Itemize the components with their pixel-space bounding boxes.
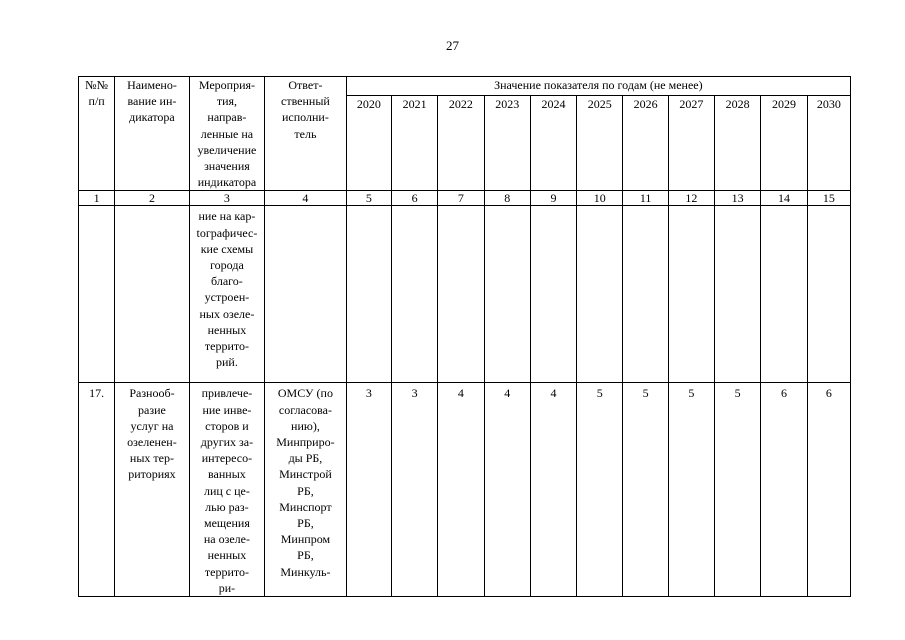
column-number: 12	[668, 191, 714, 206]
cell-value: 6	[761, 383, 807, 597]
cell-value	[715, 206, 761, 383]
cell-value	[577, 206, 623, 383]
header-year: 2028	[715, 96, 761, 191]
header-year: 2029	[761, 96, 807, 191]
header-year: 2024	[530, 96, 576, 191]
cell-num: 17.	[79, 383, 115, 597]
cell-indicator-name	[115, 206, 189, 383]
cell-value	[530, 206, 576, 383]
cell-measures: привлече- ние инве- сторов и других за- интересо- ванных лиц с це- лью раз- мещения на озеле- ненных террито- ри-	[189, 383, 264, 597]
header-measures: Мероприя- тия, направ- ленные на увеличение значения индикатора	[189, 77, 264, 191]
column-number: 5	[346, 191, 391, 206]
cell-value	[484, 206, 530, 383]
header-indicator-name: Наимено- вание ин- дикатора	[115, 77, 189, 191]
cell-value: 5	[715, 383, 761, 597]
header-responsible: Ответ- ственный исполни- тель	[265, 77, 347, 191]
cell-responsible: ОМСУ (по согласова- нию), Минприро- ды РБ, Минстрой РБ, Минспорт РБ, Минпром РБ, Минкуль-	[265, 383, 347, 597]
cell-value: 4	[530, 383, 576, 597]
cell-value	[346, 206, 391, 383]
cell-value: 5	[668, 383, 714, 597]
header-year: 2027	[668, 96, 714, 191]
page-number: 27	[446, 38, 459, 53]
cell-value: 6	[807, 383, 850, 597]
column-number: 4	[265, 191, 347, 206]
cell-value: 3	[391, 383, 437, 597]
header-year: 2025	[577, 96, 623, 191]
cell-value	[391, 206, 437, 383]
header-year: 2022	[438, 96, 484, 191]
column-number: 11	[623, 191, 668, 206]
column-number: 3	[189, 191, 264, 206]
column-number: 10	[577, 191, 623, 206]
cell-value	[761, 206, 807, 383]
cell-responsible	[265, 206, 347, 383]
cell-value	[438, 206, 484, 383]
column-number: 8	[484, 191, 530, 206]
header-num: №№ п/п	[79, 77, 115, 191]
header-year: 2026	[623, 96, 668, 191]
cell-value: 5	[623, 383, 668, 597]
cell-value: 3	[346, 383, 391, 597]
table-row-17	[79, 383, 851, 597]
indicator-table	[78, 76, 851, 597]
header-year: 2020	[346, 96, 391, 191]
header-values-group: Значение показателя по годам (не менее)	[346, 77, 850, 96]
column-number-row	[79, 191, 851, 206]
header-year: 2030	[807, 96, 850, 191]
cell-value	[668, 206, 714, 383]
cell-value: 4	[484, 383, 530, 597]
cell-value: 4	[438, 383, 484, 597]
cell-value: 5	[577, 383, 623, 597]
header-year: 2023	[484, 96, 530, 191]
table-row-continuation	[79, 206, 851, 383]
cell-value	[623, 206, 668, 383]
cell-measures: ние на кар- tографичес- кие схемы города благо- устроен- ных озеле- ненных террито- рий.	[189, 206, 264, 383]
column-number: 14	[761, 191, 807, 206]
column-number: 7	[438, 191, 484, 206]
header-row-1	[79, 77, 851, 96]
cell-value	[807, 206, 850, 383]
column-number: 6	[391, 191, 437, 206]
column-number: 15	[807, 191, 850, 206]
column-number: 9	[530, 191, 576, 206]
cell-num	[79, 206, 115, 383]
cell-indicator-name: Разнооб- разие услуг на озеленен- ных тер- риториях	[115, 383, 189, 597]
column-number: 13	[715, 191, 761, 206]
header-year: 2021	[391, 96, 437, 191]
column-number: 1	[79, 191, 115, 206]
column-number: 2	[115, 191, 189, 206]
